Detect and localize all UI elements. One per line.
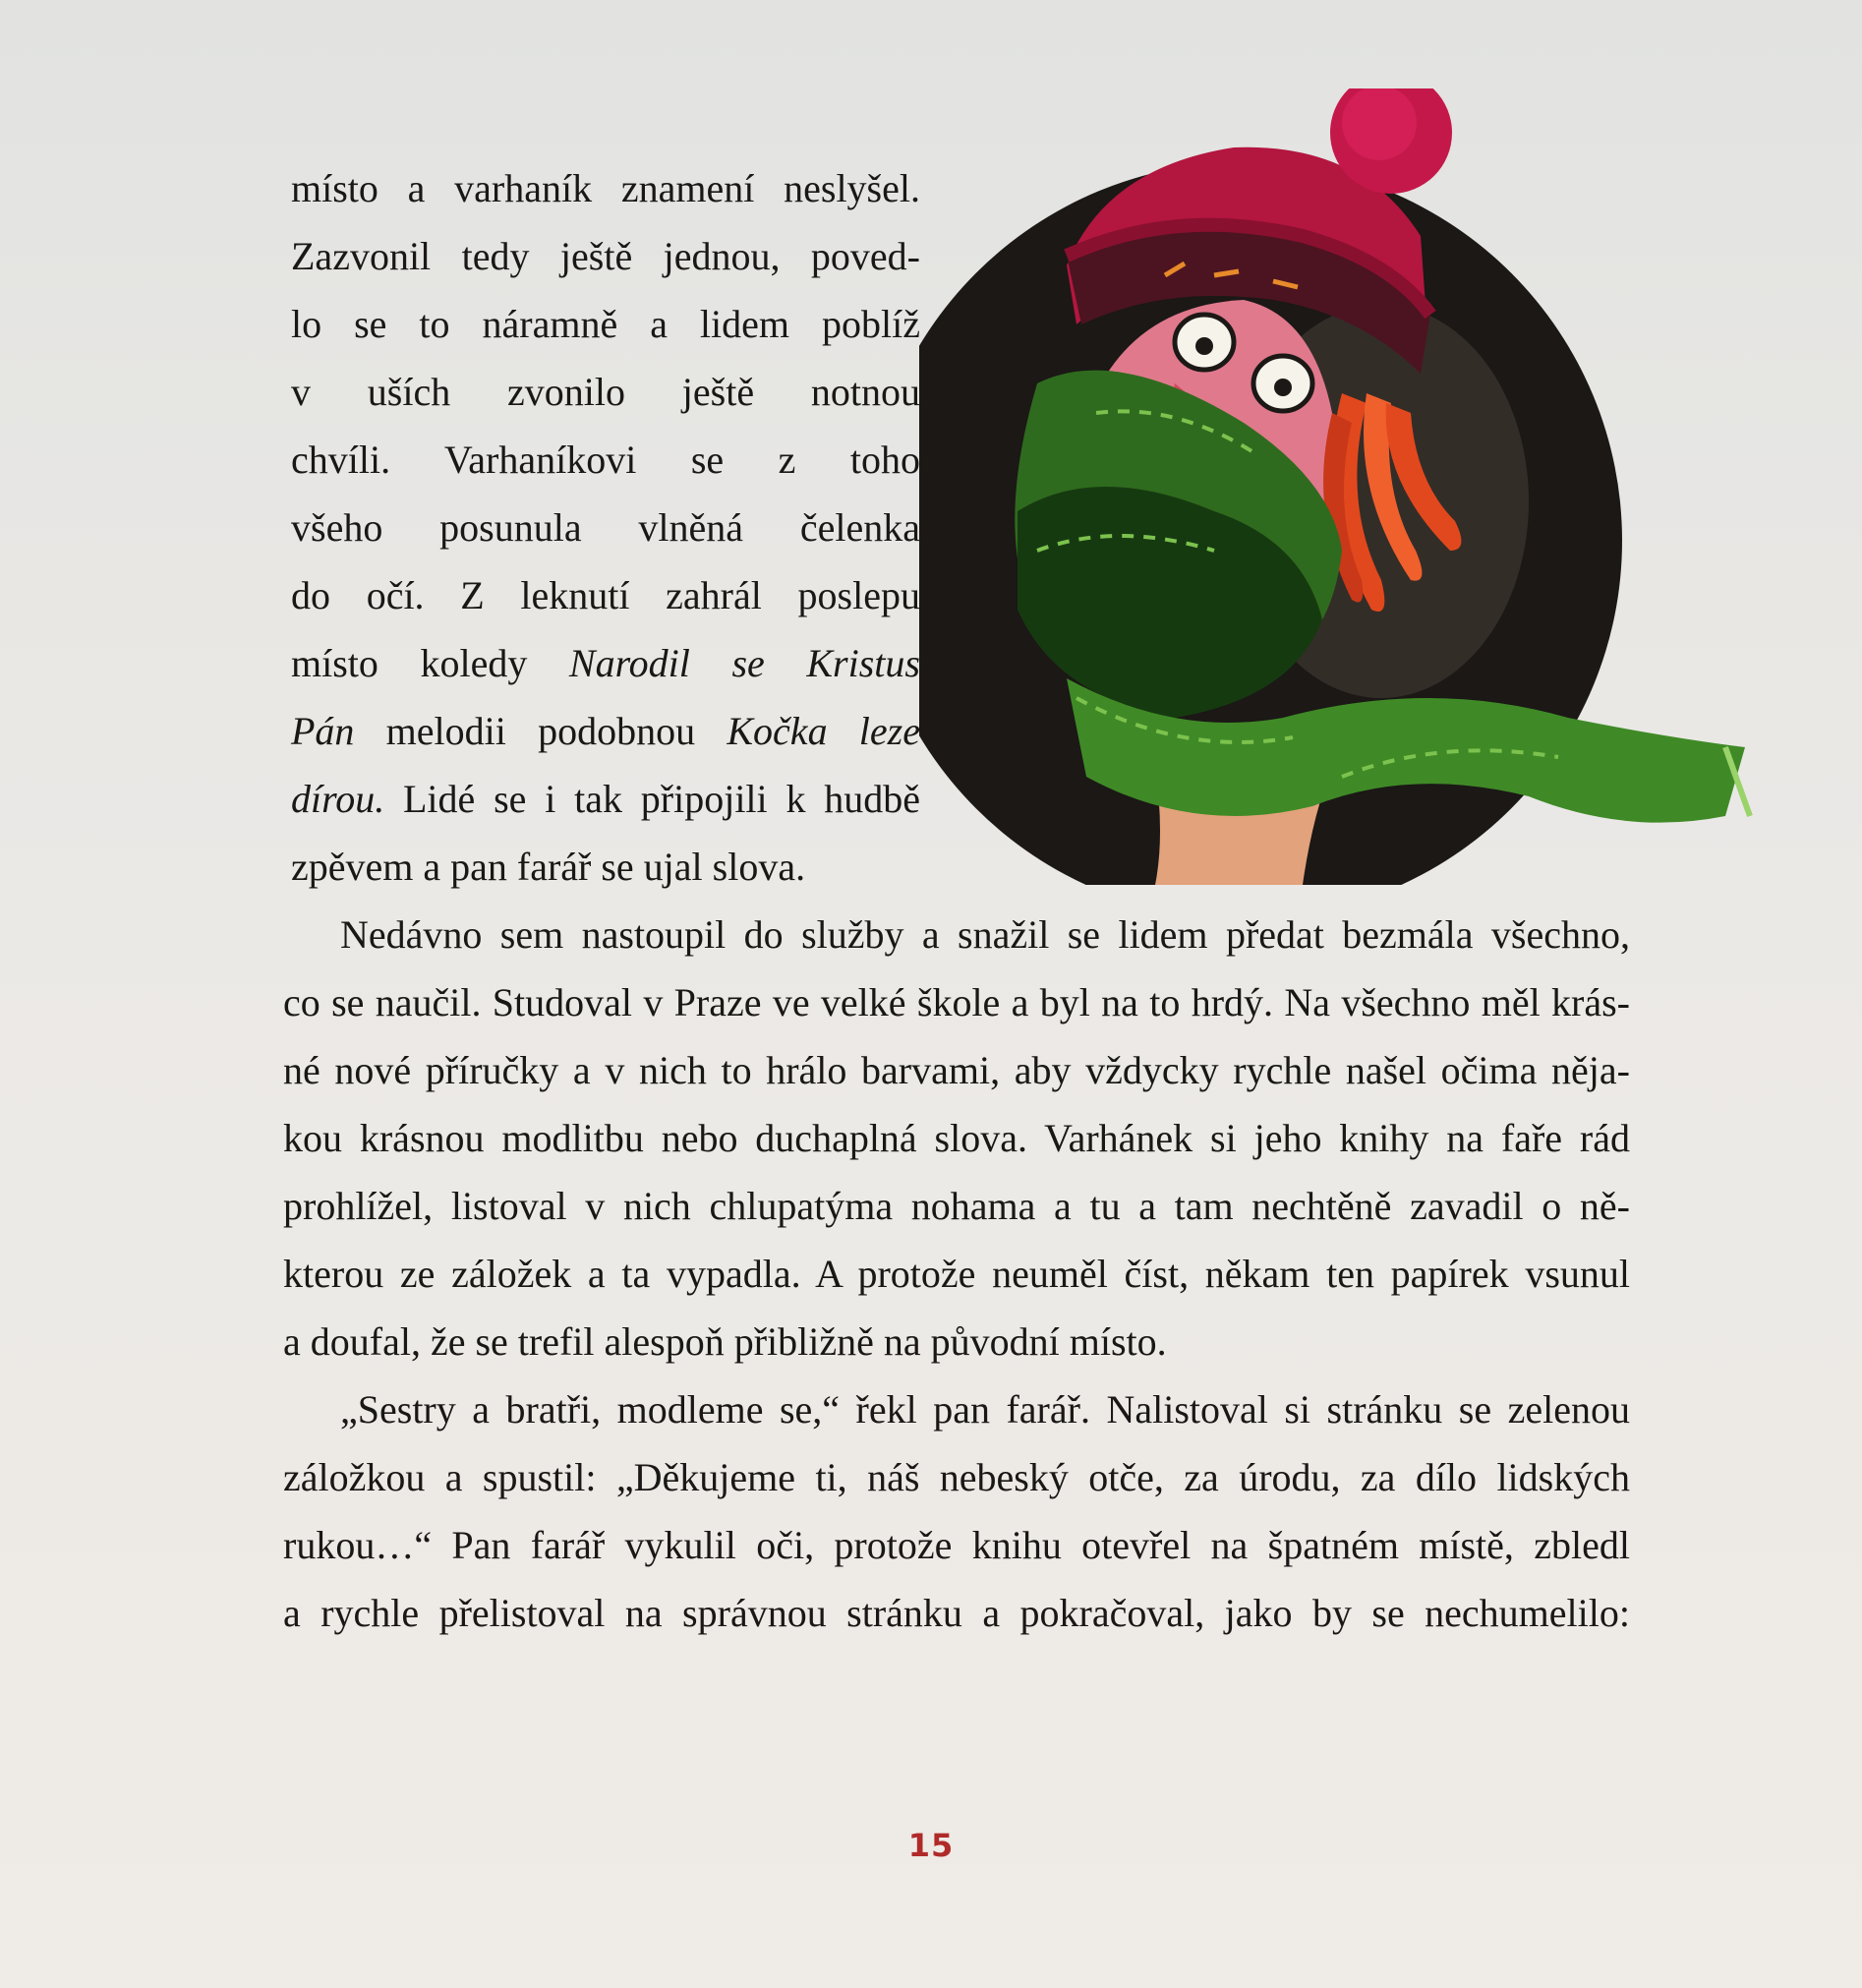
text-line: zpěvem a pan farář se ujal slova.: [291, 845, 806, 889]
text-line: místo a varhaník znamení neslyšel.: [291, 166, 920, 210]
italic-song-title: Narodil se Kristus: [568, 641, 920, 685]
text-line: Pán melodii podobnou Kočka leze: [291, 709, 920, 753]
text-line: záložkou a spustil: „Děkujeme ti, náš nebeský otče, za úrodu, za dílo lidských: [283, 1455, 1630, 1499]
text-line: chvíli. Varhaníkovi se z toho: [291, 438, 920, 482]
text-line: né nové příručky a v nich to hrálo barvami, aby vždycky rychle našel očima něja-: [283, 1048, 1630, 1092]
text-line: dírou. Lidé se i tak připojili k hudbě: [291, 777, 920, 821]
text-line: co se naučil. Studoval v Praze ve velké škole a byl na to hrdý. Na všechno měl krás-: [283, 980, 1630, 1024]
text-line: Zazvonil tedy ještě jednou, poved-: [291, 234, 920, 278]
text-line: kterou ze záložek a ta vypadla. A protože neuměl číst, někam ten papírek vsunul: [283, 1252, 1630, 1296]
text-line: v uších zvonilo ještě notnou: [291, 370, 920, 414]
text-line: místo koledy Narodil se Kristus: [291, 641, 920, 685]
text-line: a doufal, že se trefil alespoň přibližně na původní místo.: [283, 1319, 1167, 1364]
text-line: všeho posunula vlněná čelenka: [291, 505, 920, 550]
text-line: a rychle přelistoval na správnou stránku a pokračoval, jako by se nechumelilo:: [283, 1591, 1630, 1635]
text-line: rukou…“ Pan farář vykulil oči, protože knihu otevřel na špatném místě, zbledl: [283, 1523, 1630, 1567]
text-line: do očí. Z leknutí zahrál poslepu: [291, 573, 920, 617]
page-number: 15: [907, 1827, 955, 1864]
paragraph-first-line: „Sestry a bratři, modleme se,“ řekl pan farář. Nalistoval si stránku se zelenou: [340, 1387, 1630, 1432]
italic-song-title: Pán: [291, 709, 355, 753]
italic-song-title: Kočka leze: [727, 709, 920, 753]
text-line: prohlížel, listoval v nich chlupatýma nohama a tu a tam nechtěně zavadil o ně-: [283, 1184, 1630, 1228]
italic-song-title: dírou.: [291, 777, 385, 821]
illustration-child-in-winter-hat: [919, 88, 1755, 885]
text-line: lo se to náramně a lidem poblíž: [291, 302, 920, 346]
text-line: kou krásnou modlitbu nebo duchaplná slova. Varhánek si jeho knihy na faře rád: [283, 1116, 1630, 1160]
paragraph-first-line: Nedávno sem nastoupil do služby a snažil se lidem předat bezmála všechno,: [340, 912, 1630, 957]
